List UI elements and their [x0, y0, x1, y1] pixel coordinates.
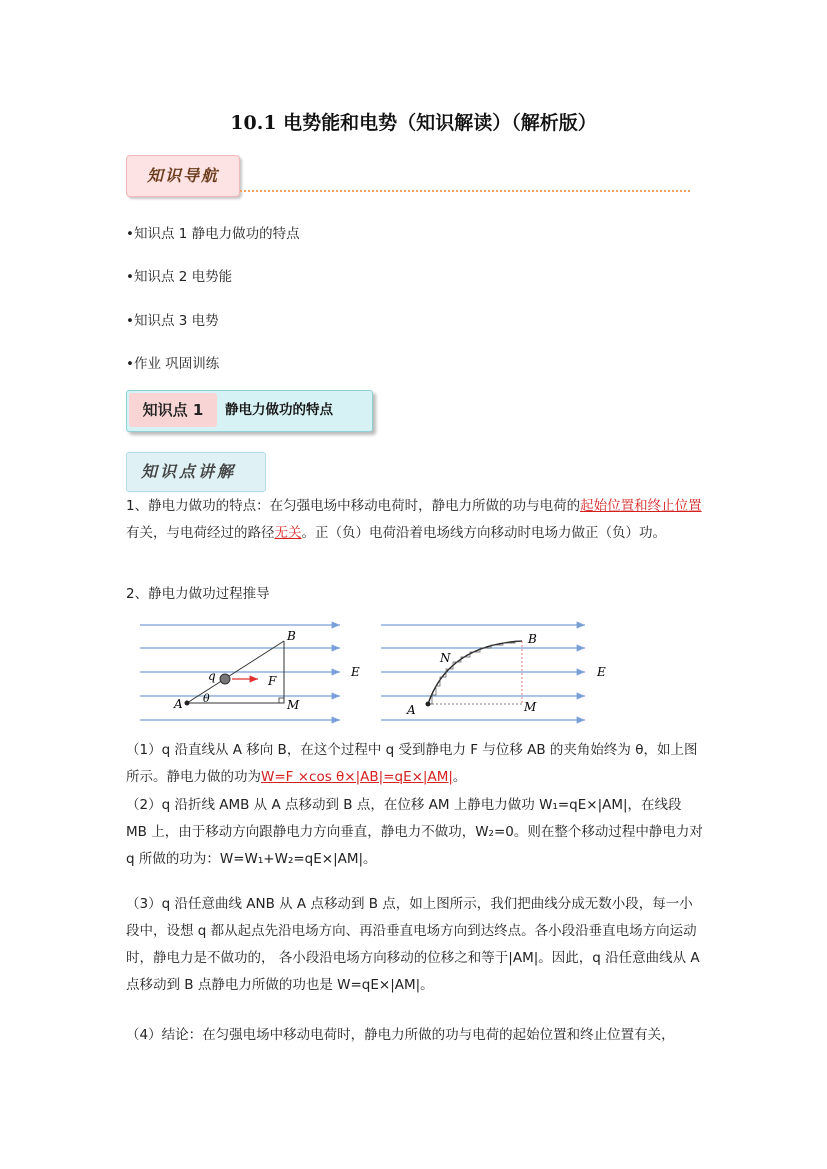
paragraph-6: （4）结论：在匀强电场中移动电荷时，静电力所做的功与电荷的起始位置和终止位置有关， — [126, 1027, 675, 1043]
knowledge-point-header — [126, 390, 373, 432]
p3-text-b: 。 — [452, 769, 467, 785]
label-e-right: E — [597, 665, 606, 679]
right-angle-mark — [279, 698, 284, 703]
label-q: q — [208, 669, 216, 683]
label-f: F — [268, 674, 277, 688]
knowledge-nav-label: 知识导航 — [146, 166, 219, 185]
label-b-left: B — [287, 629, 296, 643]
toc-item-homework: •作业 巩固训练 — [126, 356, 220, 372]
explanation-banner-label: 知识点讲解 — [141, 462, 237, 481]
knowledge-nav-banner — [126, 155, 240, 197]
toc-item-1: •知识点 1 静电力做功的特点 — [126, 226, 300, 242]
p3-highlight-formula: W=F ×cos θ×|AB|=qE×|AM| — [261, 769, 453, 785]
point-a — [185, 701, 190, 706]
label-a-left: A — [174, 697, 183, 711]
label-a-right: A — [407, 703, 416, 717]
p1-text-c: 。正（负）电荷沿着电场线方向移动时电场力做正（负）功。 — [301, 525, 666, 541]
p1-text-a: 1、静电力做功的特点：在匀强电场中移动电荷时，静电力所做的功与电荷的 — [126, 498, 581, 514]
explanation-banner — [126, 452, 266, 492]
label-m-left: M — [287, 698, 300, 712]
field-lines-left — [140, 625, 340, 720]
p3-text-a: （1）q 沿直线从 A 移向 B，在这个过程中 q 受到静电力 F 与位移 AB 的夹角始终为 θ，如上图所示。静电力做的功为 — [126, 742, 698, 785]
paragraph-3 — [126, 737, 706, 791]
label-m-right: M — [524, 700, 537, 714]
label-theta: θ — [203, 692, 210, 705]
p1-highlight-position: 起始位置和终止位置 — [580, 498, 702, 514]
point-a-right — [426, 702, 431, 707]
p1-highlight-irrelevant: 无关 — [274, 525, 302, 541]
figure-curved-path — [378, 615, 618, 730]
p1-text-b: 有关，与电荷经过的路径 — [126, 525, 275, 541]
page-title: 10.1 电势能和电势（知识解读）（解析版） — [230, 112, 597, 134]
label-e-left: E — [351, 665, 360, 679]
paragraph-2: 2、静电力做功过程推导 — [126, 586, 270, 602]
label-n: N — [440, 651, 451, 665]
figure-straight-path — [140, 615, 365, 730]
paragraph-4: （2）q 沿折线 AMB 从 A 点移动到 B 点，在位移 AM 上静电力做功 W₁=qE×|AM|，在线段 MB 上，由于移动方向跟静电力方向垂直，静电力不做功，W₂=0。则在整个移动过程中静电力对 q 所做的功为：W=W₁+W₂=qE×|AM|。 — [126, 797, 703, 867]
toc-item-2: •知识点 2 电势能 — [126, 269, 233, 285]
paragraph-5: （3）q 沿任意曲线 ANB 从 A 点移动到 B 点，如上图所示，我们把曲线分成无数小段，每一小段中，设想 q 都从起点先沿电场方向、再沿垂直电场方向到达终点。各小段沿垂直电场方向运动时，静电力是不做功的， 各小段沿电场方向移动的位移之和等于|AM|。因此，q 沿任意曲线从 A 点移动到 B 点静电力所做的功也是 W=qE×|AM|。 — [126, 896, 700, 993]
label-b-right: B — [528, 632, 537, 646]
dotted-divider — [240, 190, 690, 192]
charge-q — [220, 674, 230, 684]
toc-item-3: •知识点 3 电势 — [126, 313, 219, 329]
knowledge-point-number: 知识点 1 — [129, 393, 217, 427]
knowledge-point-name: 静电力做功的特点 — [225, 402, 333, 418]
paragraph-1 — [126, 493, 706, 547]
